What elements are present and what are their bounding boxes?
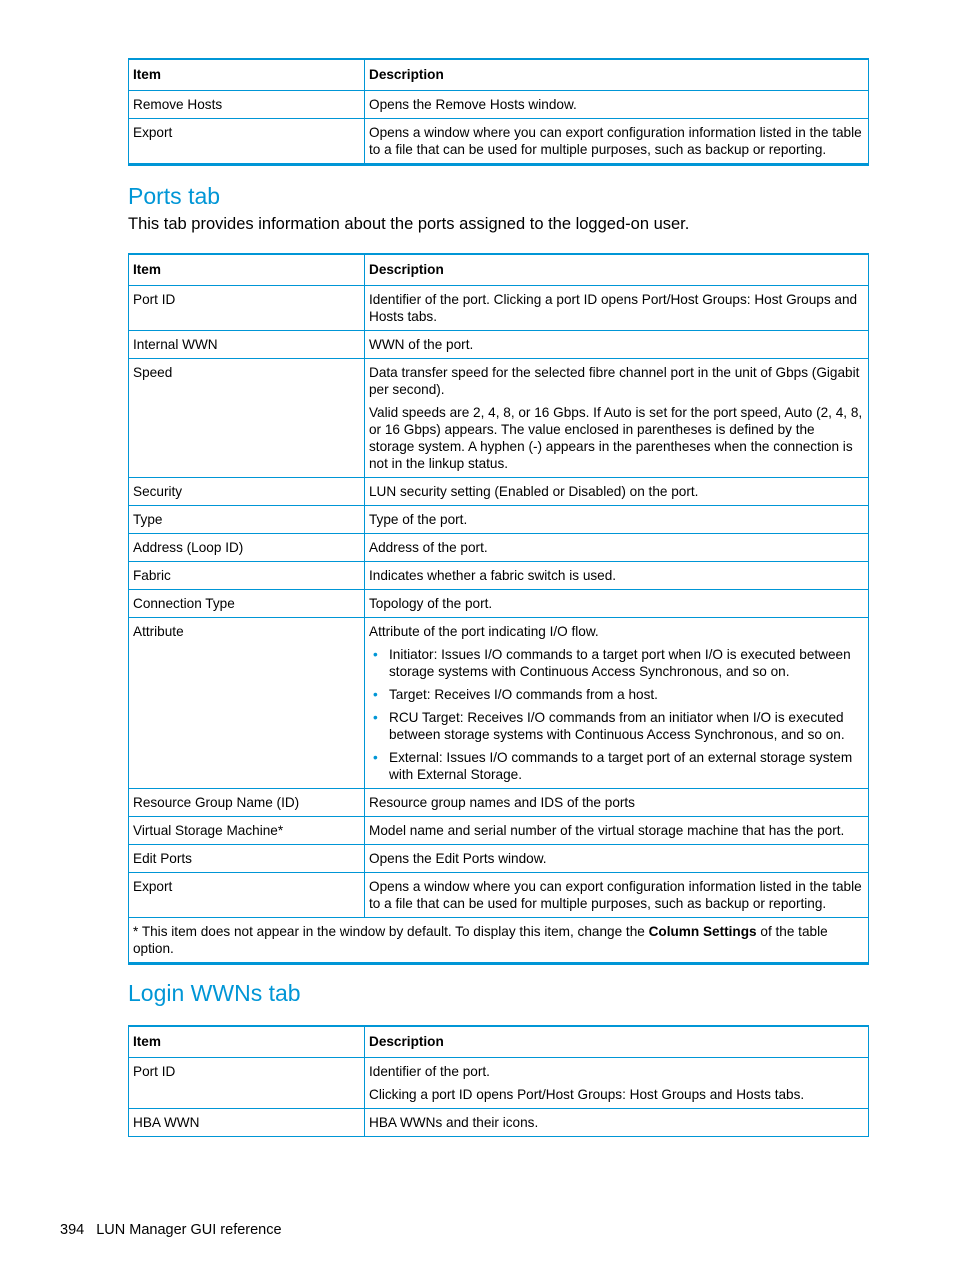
item-cell: Resource Group Name (ID) xyxy=(129,789,365,817)
footnote-row xyxy=(129,918,869,964)
table-row xyxy=(129,789,869,817)
item-cell: Connection Type xyxy=(129,590,365,618)
login-wwns-table xyxy=(128,1025,869,1137)
item-cell: Type xyxy=(129,506,365,534)
footnote-text: * This item does not appear in the window by default. To display this item, change the xyxy=(133,924,649,939)
description-cell: Topology of the port. xyxy=(365,590,869,618)
ports-tab-intro: This tab provides information about the ports assigned to the logged-on user. xyxy=(128,215,690,233)
ports-table xyxy=(128,253,869,965)
bullet-icon: • xyxy=(373,687,378,702)
item-cell: Address (Loop ID) xyxy=(129,534,365,562)
description-cell: WWN of the port. xyxy=(365,331,869,359)
item-cell: Fabric xyxy=(129,562,365,590)
table-row xyxy=(129,286,869,331)
list-item xyxy=(369,749,863,783)
item-cell: Security xyxy=(129,478,365,506)
description-cell: Indicates whether a fabric switch is used. xyxy=(365,562,869,590)
column-header-description: Description xyxy=(365,59,869,91)
item-cell: HBA WWN xyxy=(129,1109,365,1137)
footnote-text: of the table option. xyxy=(133,924,828,956)
description-cell: Opens a window where you can export configuration information listed in the table to a file that can be used for multiple purposes, such as backup or reporting. xyxy=(365,119,869,165)
list-item xyxy=(369,709,863,743)
item-cell: Port ID xyxy=(129,286,365,331)
table-row xyxy=(129,534,869,562)
table-row xyxy=(129,1109,869,1137)
item-cell: Speed xyxy=(129,359,365,478)
list-item xyxy=(369,686,863,703)
table-row xyxy=(129,590,869,618)
description-paragraph: Identifier of the port. xyxy=(369,1064,490,1079)
table-row xyxy=(129,359,869,478)
description-cell xyxy=(365,1058,869,1109)
table-row xyxy=(129,91,869,119)
item-cell: Remove Hosts xyxy=(129,91,365,119)
list-item-text: Target: Receives I/O commands from a host. xyxy=(389,687,658,702)
list-item-text: RCU Target: Receives I/O commands from an initiator when I/O is executed between storage systems with Continuous Access Synchronous, and so on. xyxy=(389,710,845,742)
item-cell: Export xyxy=(129,119,365,165)
list-item-text: Initiator: Issues I/O commands to a target port when I/O is executed between storage systems with Continuous Access Synchronous, and so on. xyxy=(389,647,851,679)
table-row xyxy=(129,562,869,590)
bullet-icon: • xyxy=(373,750,378,765)
list-item-text: External: Issues I/O commands to a target port of an external storage system with External Storage. xyxy=(389,750,853,782)
item-cell: Virtual Storage Machine* xyxy=(129,817,365,845)
table-row xyxy=(129,478,869,506)
table-row xyxy=(129,331,869,359)
description-cell xyxy=(365,359,869,478)
login-wwns-tab-heading: Login WWNs tab xyxy=(128,980,301,1006)
column-header-description: Description xyxy=(365,1026,869,1058)
footnote-bold-text: Column Settings xyxy=(648,924,757,939)
description-cell: Type of the port. xyxy=(365,506,869,534)
table-header-row xyxy=(129,254,869,286)
description-cell: Resource group names and IDS of the ports xyxy=(365,789,869,817)
page-content xyxy=(128,58,868,1137)
table-row xyxy=(129,873,869,918)
description-paragraph: Data transfer speed for the selected fibre channel port in the unit of Gbps (Gigabit per second). xyxy=(369,365,860,397)
description-paragraph: Valid speeds are 2, 4, 8, or 16 Gbps. If Auto is set for the port speed, Auto (2, 4, 8, or 16 Gbps) appears. The value enclosed in parentheses is defined by the storage system. A hyphen (-) appears in the parentheses when the connection is not in the linkup status. xyxy=(369,405,863,471)
footer-title: LUN Manager GUI reference xyxy=(96,1222,282,1238)
table-row xyxy=(129,506,869,534)
top-table xyxy=(128,58,869,166)
page-number: 394 xyxy=(60,1222,85,1238)
table-row xyxy=(129,845,869,873)
bullet-icon: • xyxy=(373,710,378,725)
table-header-row xyxy=(129,1026,869,1058)
description-cell: Model name and serial number of the virtual storage machine that has the port. xyxy=(365,817,869,845)
column-header-item: Item xyxy=(129,59,365,91)
table-row xyxy=(129,817,869,845)
page-footer xyxy=(60,1222,282,1238)
description-paragraph: Clicking a port ID opens Port/Host Groups: Host Groups and Hosts tabs. xyxy=(369,1087,805,1102)
table-row xyxy=(129,119,869,165)
table-footnote xyxy=(129,918,869,964)
column-header-item: Item xyxy=(129,1026,365,1058)
item-cell: Internal WWN xyxy=(129,331,365,359)
list-item xyxy=(369,646,863,680)
description-cell: Opens the Edit Ports window. xyxy=(365,845,869,873)
item-cell: Attribute xyxy=(129,618,365,789)
table-row xyxy=(129,1058,869,1109)
description-cell xyxy=(365,618,869,789)
description-cell: Identifier of the port. Clicking a port ID opens Port/Host Groups: Host Groups and Hosts tabs. xyxy=(365,286,869,331)
description-cell: Address of the port. xyxy=(365,534,869,562)
table-header-row xyxy=(129,59,869,91)
column-header-description: Description xyxy=(365,254,869,286)
description-paragraph: Attribute of the port indicating I/O flow. xyxy=(369,624,599,639)
column-header-item: Item xyxy=(129,254,365,286)
ports-tab-heading: Ports tab xyxy=(128,183,221,209)
item-cell: Port ID xyxy=(129,1058,365,1109)
bullet-list xyxy=(369,646,863,783)
item-cell: Edit Ports xyxy=(129,845,365,873)
table-row xyxy=(129,618,869,789)
bullet-icon: • xyxy=(373,647,378,662)
description-cell: Opens a window where you can export configuration information listed in the table to a file that can be used for multiple purposes, such as backup or reporting. xyxy=(365,873,869,918)
description-cell: LUN security setting (Enabled or Disabled) on the port. xyxy=(365,478,869,506)
description-cell: Opens the Remove Hosts window. xyxy=(365,91,869,119)
item-cell: Export xyxy=(129,873,365,918)
description-cell: HBA WWNs and their icons. xyxy=(365,1109,869,1137)
